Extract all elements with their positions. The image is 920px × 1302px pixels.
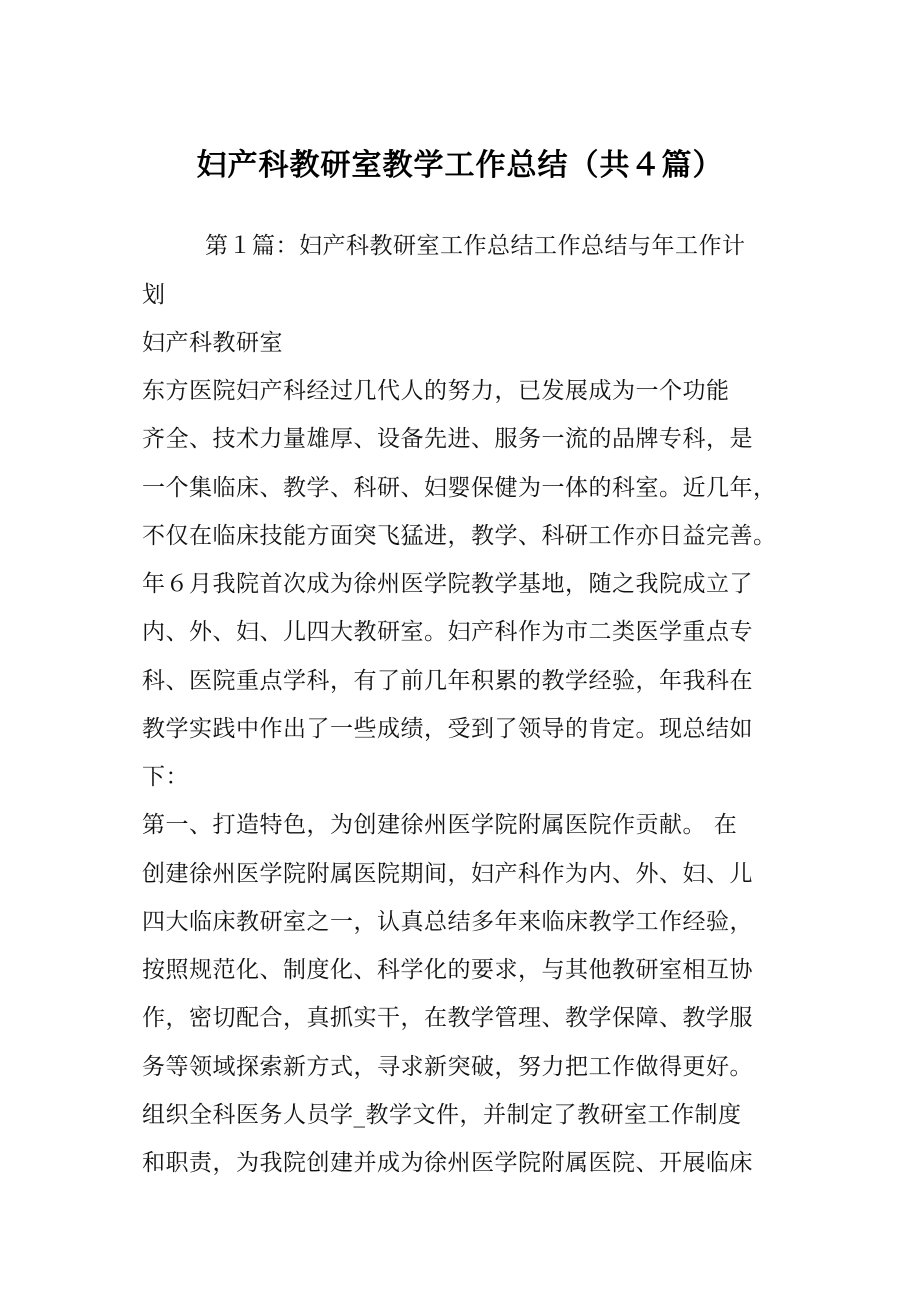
document-title: 妇产科教研室教学工作总结（共４篇） bbox=[196, 148, 724, 183]
text-line: 按照规范化、制度化、科学化的要求，与其他教研室相互协 bbox=[142, 957, 753, 983]
text-line: 组织全科医务人员学_教学文件，并制定了教研室工作制度 bbox=[142, 1102, 742, 1128]
text-line: 内、外、妇、儿四大教研室。妇产科作为市二类医学重点专 bbox=[142, 619, 753, 645]
text-line: 一个集临床、教学、科研、妇婴保健为一体的科室。近几年， bbox=[142, 475, 777, 501]
text-line: 划 bbox=[142, 282, 166, 308]
text-line: 务等领域探索新方式，寻求新突破，努力把工作做得更好。 bbox=[142, 1054, 753, 1080]
text-line: 齐全、技术力量雄厚、设备先进、服务一流的品牌专科，是 bbox=[142, 426, 753, 452]
section-label: 妇产科教研室 bbox=[142, 330, 283, 356]
text-line: 科、医院重点学科，有了前几年积累的教学经验，年我科在 bbox=[142, 668, 753, 694]
text-line: 四大临床教研室之一，认真总结多年来临床教学工作经验， bbox=[142, 909, 753, 935]
text-line: 年６月我院首次成为徐州医学院教学基地，随之我院成立了 bbox=[142, 571, 753, 597]
text-line: 作，密切配合，真抓实干，在教学管理、教学保障、教学服 bbox=[142, 1005, 753, 1031]
text-line: 教学实践中作出了一些成绩，受到了领导的肯定。现总结如 bbox=[142, 716, 753, 742]
heading-line: 第１篇：妇产科教研室工作总结工作总结与年工作计 bbox=[205, 233, 746, 259]
text-line: 创建徐州医学院附属医院期间，妇产科作为内、外、妇、儿 bbox=[142, 861, 753, 887]
text-line: 不仅在临床技能方面突飞猛进，教学、科研工作亦日益完善。 bbox=[142, 523, 777, 549]
text-line: 东方医院妇产科经过几代人的努力，已发展成为一个功能 bbox=[142, 378, 730, 404]
text-line: 和职责，为我院创建并成为徐州医学院附属医院、开展临床 bbox=[142, 1150, 753, 1176]
text-line: 第一、打造特色，为创建徐州医学院附属医院作贡献。 在 bbox=[142, 812, 738, 838]
text-line: 下： bbox=[142, 764, 189, 790]
